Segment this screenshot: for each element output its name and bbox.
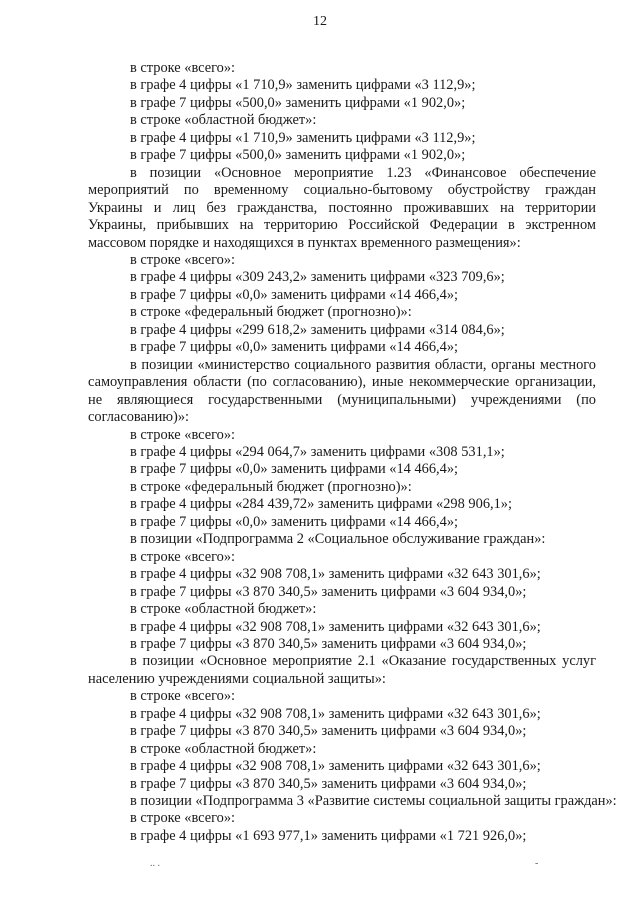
amendment-line: в строке «федеральный бюджет (прогнозно)»:: [130, 478, 412, 495]
amendment-line: в строке «областной бюджет»:: [130, 112, 317, 129]
amendment-line: в позиции «Подпрограмма 3 «Развитие системы социальной защиты граждан»:: [130, 793, 617, 810]
amendment-line: в строке «всего»:: [130, 60, 236, 76]
amendment-line: в строке «всего»:: [130, 810, 236, 827]
amendment-line: в графе 4 цифры «32 908 708,1» заменить цифрами «32 643 301,6»;: [130, 705, 541, 722]
position-paragraph: в позиции «Основное мероприятие 1.23 «Финансовое обеспечение мероприятий по временному социально-бытовому обустройству граждан Украины и лиц без гражданства, постоянно проживавших на территории Украины, прибывших на территорию Российской Федерации в экстренном массовом порядке и находящихся в пунктах временного размещения»:: [88, 164, 596, 251]
amendment-line: в графе 7 цифры «0,0» заменить цифрами «14 466,4»;: [130, 339, 459, 356]
amendment-line: в графе 7 цифры «0,0» заменить цифрами «14 466,4»;: [130, 461, 459, 478]
amendment-line: в строке «областной бюджет»:: [130, 740, 317, 757]
document-body: [88, 60, 617, 845]
amendment-line: в графе 4 цифры «1 710,9» заменить цифрами «3 112,9»;: [130, 129, 476, 146]
amendment-line: в графе 4 цифры «1 693 977,1» заменить цифрами «1 721 926,0»;: [130, 827, 527, 844]
position-paragraph: в позиции «министерство социального развития области, органы местного самоуправления области (по согласованию), иные некоммерческие организации, не являющиеся государственными (муниципальными) учреждениями (по согласованию)»:: [88, 356, 596, 426]
position-paragraph: в позиции «Основное мероприятие 2.1 «Оказание государственных услуг населению учреждениями социальной защиты»:: [88, 653, 596, 687]
amendment-lines-group-a: [88, 60, 596, 165]
amendment-line: в графе 7 цифры «3 870 340,5» заменить цифрами «3 604 934,0»;: [130, 723, 527, 740]
amendment-line: в графе 7 цифры «3 870 340,5» заменить цифрами «3 604 934,0»;: [130, 775, 527, 792]
amendment-line: в графе 4 цифры «32 908 708,1» заменить цифрами «32 643 301,6»;: [130, 566, 541, 583]
amendment-line: в графе 7 цифры «3 870 340,5» заменить цифрами «3 604 934,0»;: [130, 635, 527, 652]
amendment-line: в графе 4 цифры «309 243,2» заменить цифрами «323 709,6»;: [130, 269, 505, 286]
amendment-line: в строке «всего»:: [130, 548, 236, 565]
amendment-line: в строке «областной бюджет»:: [130, 601, 317, 618]
amendment-line: в графе 4 цифры «1 710,9» заменить цифрами «3 112,9»;: [130, 77, 476, 94]
amendment-line: в строке «всего»:: [130, 251, 236, 268]
amendment-line: в графе 7 цифры «0,0» заменить цифрами «14 466,4»;: [130, 286, 459, 303]
amendment-line: в графе 7 цифры «500,0» заменить цифрами «1 902,0»;: [130, 94, 466, 111]
amendment-line: в позиции «Подпрограмма 2 «Социальное обслуживание граждан»:: [130, 531, 546, 548]
amendment-line: в графе 7 цифры «0,0» заменить цифрами «14 466,4»;: [130, 513, 459, 530]
amendment-line: в графе 7 цифры «3 870 340,5» заменить цифрами «3 604 934,0»;: [130, 583, 527, 600]
scan-artifact-left: .. .: [150, 858, 160, 869]
amendment-lines-group-b: [88, 252, 596, 357]
amendment-line: в графе 7 цифры «500,0» заменить цифрами «1 902,0»;: [130, 147, 466, 164]
amendment-line: в строке «федеральный бюджет (прогнозно)»:: [130, 304, 412, 321]
amendment-line: в графе 4 цифры «294 064,7» заменить цифрами «308 531,1»;: [130, 443, 505, 460]
amendment-line: в графе 4 цифры «32 908 708,1» заменить цифрами «32 643 301,6»;: [130, 618, 541, 635]
amendment-lines-group-d: [88, 688, 617, 845]
amendment-lines-group-c: [88, 427, 596, 654]
amendment-line: в графе 4 цифры «284 439,72» заменить цифрами «298 906,1»;: [130, 496, 512, 513]
amendment-line: в строке «всего»:: [130, 426, 236, 443]
amendment-line: в графе 4 цифры «299 618,2» заменить цифрами «314 084,6»;: [130, 321, 505, 338]
page-number: 12: [313, 14, 327, 29]
amendment-line: в графе 4 цифры «32 908 708,1» заменить цифрами «32 643 301,6»;: [130, 758, 541, 775]
amendment-line: в строке «всего»:: [130, 688, 236, 705]
scan-artifact-right: -: [535, 858, 539, 869]
